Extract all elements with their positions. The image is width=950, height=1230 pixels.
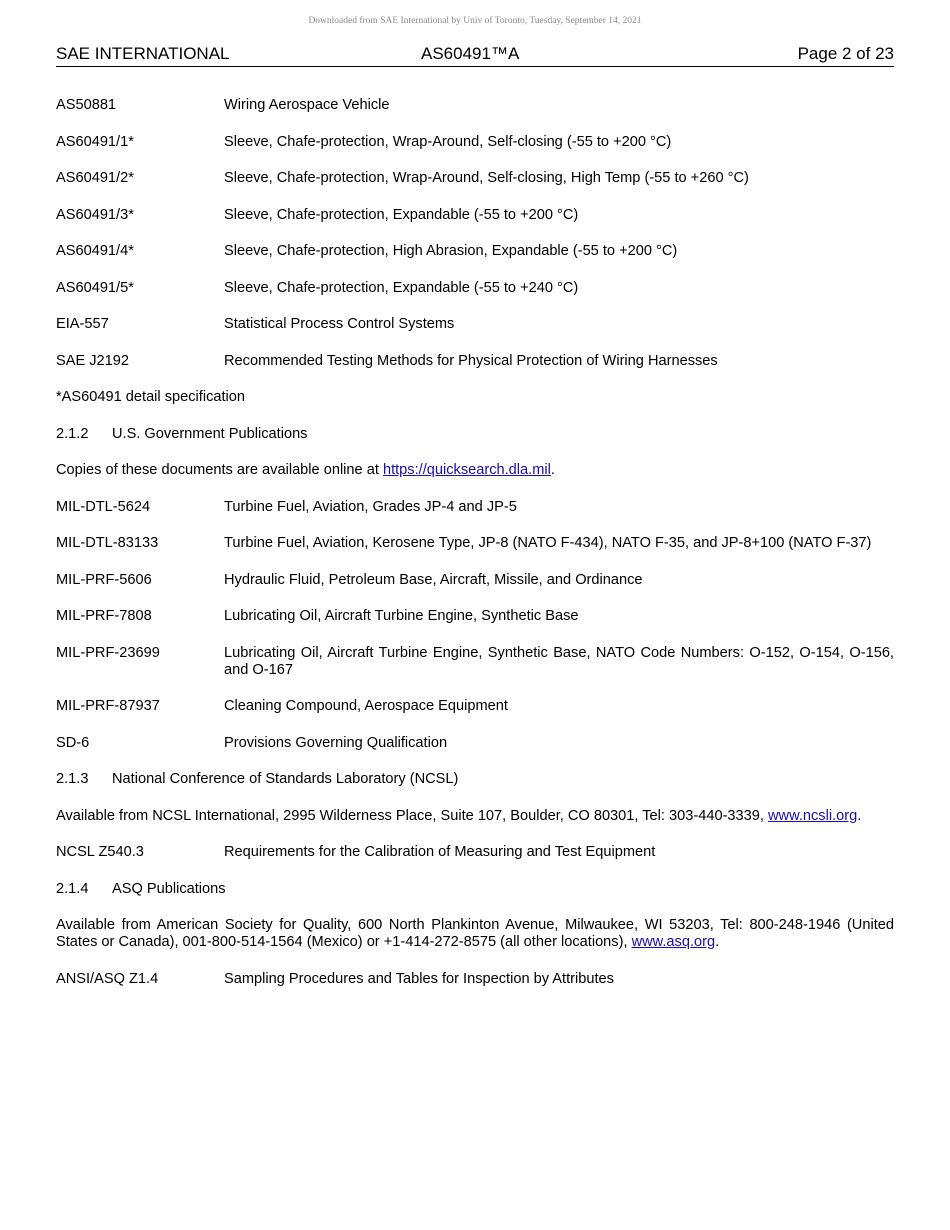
section-title: U.S. Government Publications (112, 425, 308, 442)
reference-row (56, 134, 894, 151)
reference-list-government (56, 499, 894, 752)
reference-title: Cleaning Compound, Aerospace Equipment (224, 698, 508, 714)
paragraph-text: Available from NCSL International, 2995 Wilderness Place, Suite 107, Boulder, CO 80301, Tel: 303-440-3339, (56, 807, 769, 824)
reference-row (56, 844, 894, 861)
reference-code: AS60491/5* (56, 279, 134, 296)
section-heading-2-1-2 (56, 426, 894, 443)
reference-code: NCSL Z540.3 (56, 844, 144, 860)
reference-code: EIA-557 (56, 316, 109, 332)
reference-row (56, 170, 894, 187)
reference-code: MIL-DTL-5624 (56, 498, 151, 515)
ncsli-link[interactable]: www.ncsli.org (768, 807, 858, 824)
reference-code: SD-6 (56, 734, 90, 751)
reference-title: Sleeve, Chafe-protection, Expandable (-55 to +200 °C) (224, 206, 579, 223)
reference-title: Turbine Fuel, Aviation, Grades JP-4 and JP-5 (224, 498, 517, 515)
paragraph-end: . (857, 807, 862, 824)
gov-availability-paragraph (56, 462, 894, 479)
reference-code: AS60491/4* (56, 243, 134, 259)
section-number: 2.1.3 (56, 771, 89, 787)
reference-code: MIL-PRF-5606 (56, 571, 152, 588)
footnote: *AS60491 detail specification (56, 389, 246, 405)
reference-code: AS60491/1* (56, 133, 134, 150)
section-title: National Conference of Standards Laboratory (NCSL) (112, 771, 459, 787)
asq-availability-paragraph (56, 917, 894, 951)
section-title: ASQ Publications (112, 880, 226, 897)
reference-code: AS60491/3* (56, 206, 134, 223)
reference-title: Lubricating Oil, Aircraft Turbine Engine, Synthetic Base, NATO Code Numbers: O-152, O-154, O-156, and O-167 (224, 644, 894, 678)
reference-row (56, 97, 894, 114)
dla-link[interactable]: https://quicksearch.dla.mil (382, 462, 551, 478)
page-content (56, 97, 894, 1007)
reference-code: AS50881 (56, 97, 117, 113)
paragraph-text: Copies of these documents are available online at (56, 462, 383, 478)
asq-link[interactable]: www.asq.org (631, 934, 716, 950)
paragraph-end: . (715, 934, 720, 950)
reference-row (56, 645, 894, 679)
reference-row (56, 280, 894, 297)
reference-row (56, 207, 894, 224)
reference-row (56, 535, 894, 552)
ncsl-availability-paragraph (56, 808, 894, 825)
header-org: SAE INTERNATIONAL (56, 44, 230, 63)
reference-title: Recommended Testing Methods for Physical Protection of Wiring Harnesses (224, 352, 718, 369)
reference-title: Sleeve, Chafe-protection, Wrap-Around, Self-closing (-55 to +200 °C) (224, 133, 672, 150)
reference-row (56, 243, 894, 260)
reference-row (56, 499, 894, 516)
section-number: 2.1.2 (56, 425, 89, 442)
reference-list-ncsl (56, 844, 894, 861)
reference-list-asq (56, 971, 894, 988)
reference-title: Requirements for the Calibration of Measuring and Test Equipment (224, 844, 656, 860)
reference-title: Sleeve, Chafe-protection, Wrap-Around, Self-closing, High Temp (-55 to +260 °C) (224, 170, 749, 186)
reference-row (56, 735, 894, 752)
reference-code: MIL-DTL-83133 (56, 535, 159, 551)
paragraph-text: Available from American Society for Quality, 600 North Plankinton Avenue, Milwaukee, WI 53203, Tel: 800-248-1946 (United States or Canada), 001-800-514-1564 (Mexico) or +1-414-272-8575 (all other locations), (56, 917, 894, 950)
reference-title: Sleeve, Chafe-protection, High Abrasion, Expandable (-55 to +200 °C) (224, 243, 678, 259)
reference-row (56, 608, 894, 625)
reference-row (56, 353, 894, 370)
reference-title: Lubricating Oil, Aircraft Turbine Engine, Synthetic Base (224, 608, 579, 624)
reference-row (56, 316, 894, 333)
reference-title: Turbine Fuel, Aviation, Kerosene Type, JP-8 (NATO F-434), NATO F-35, and JP-8+100 (NATO F-37) (224, 535, 872, 551)
reference-row (56, 698, 894, 715)
reference-title: Statistical Process Control Systems (224, 316, 455, 332)
section-heading-2-1-3 (56, 771, 894, 788)
reference-title: Sampling Procedures and Tables for Inspection by Attributes (224, 970, 614, 987)
section-heading-2-1-4 (56, 881, 894, 898)
section-number: 2.1.4 (56, 880, 89, 897)
reference-list-sae (56, 97, 894, 370)
reference-row (56, 572, 894, 589)
reference-code: MIL-PRF-7808 (56, 608, 152, 624)
reference-code: MIL-PRF-87937 (56, 698, 160, 714)
reference-code: ANSI/ASQ Z1.4 (56, 970, 159, 987)
download-watermark: Downloaded from SAE International by Univ of Toronto, Tuesday, September 14, 2021 (308, 16, 642, 26)
paragraph-end: . (550, 462, 555, 478)
reference-code: AS60491/2* (56, 170, 134, 186)
reference-code: MIL-PRF-23699 (56, 644, 160, 661)
reference-title: Wiring Aerospace Vehicle (224, 97, 390, 113)
header-doc-number: AS60491™A (421, 44, 520, 63)
reference-code: SAE J2192 (56, 352, 130, 369)
reference-title: Provisions Governing Qualification (224, 734, 448, 751)
reference-title: Hydraulic Fluid, Petroleum Base, Aircraft, Missile, and Ordinance (224, 571, 643, 588)
page-header (56, 44, 894, 67)
header-page-number: Page 2 of 23 (797, 44, 894, 63)
reference-title: Sleeve, Chafe-protection, Expandable (-55 to +240 °C) (224, 279, 579, 296)
reference-row (56, 971, 894, 988)
